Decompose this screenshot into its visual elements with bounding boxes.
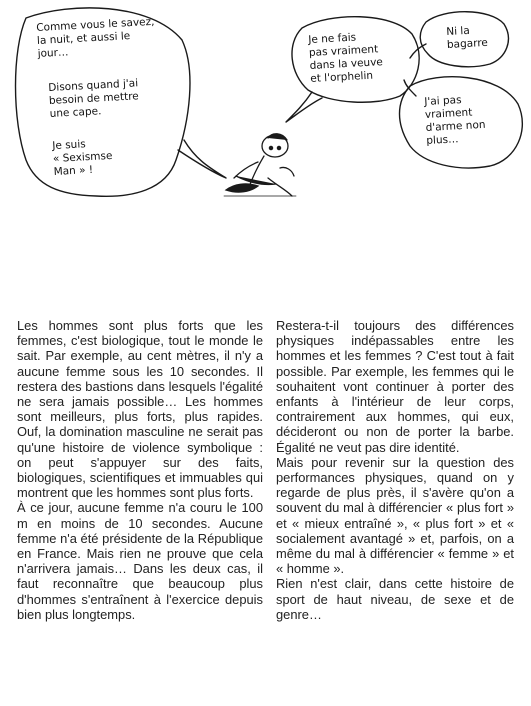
left-bubble-text-3: Je suis « Sexismse Man » ! (52, 138, 113, 178)
comic-panel (0, 0, 531, 290)
fallen-character-drawing (224, 134, 296, 196)
left-bubble-text-2: Disons quand j'ai besoin de mettre une cape. (48, 77, 140, 120)
left-paragraph-2: À ce jour, aucune femme n'a couru le 100 m en moins de 10 secondes. Aucune femme n'a été présidente de la République en France. Mais rien ne prouve que cela n'arrivera jamais… Dans les deux cas, il faut reconnaître que beaucoup plus d'hommes s'entraînent à l'exercice depuis bien plus longtemps. (17, 500, 263, 622)
right-paragraph-3: Rien n'est clair, dans cette histoire de sport de haut niveau, de sexe et de genre… (276, 576, 514, 622)
left-text-column (17, 318, 263, 622)
right-paragraph-1: Restera-t-il toujours des différences physiques indépassables entre les hommes et les femmes ? C'est tout à fait possible. Par exemple, les femmes qui le souhaitent vont continuer à porter des enfants à l'intérieur de leur corps, contrairement aux hommes, qui eux, décideront ou non de porter la barbe. Égalité ne veut pas dire identité. (276, 318, 514, 455)
right-paragraph-2: Mais pour revenir sur la question des performances physiques, quand on y regarde de plus près, il s'avère qu'on a souvent du mal à différencier « plus fort » et « mieux entraîné », « plus fort » et « socialement avantagé » et, parfois, on a même du mal à différencier « femme » et « homme ». (276, 454, 514, 577)
right-bubble-text-bottom: J'ai pas vraiment d'arme non plus… (424, 94, 486, 147)
right-text-column (276, 318, 514, 622)
right-bubble-text-main: Je ne fais pas vraiment dans la veuve et l'orphelin (308, 31, 384, 85)
left-paragraph-1: Les hommes sont plus forts que les femmes, c'est biologique, tout le monde le sait. Par exemple, au cent mètres, il n'y a aucune femme sous les 10 secondes. Il restera des bastions dans lesquels l'égalité ne sera jamais possible… Les hommes sont meilleurs, plus forts, plus rapides. Ouf, la domination masculine ne serait pas qu'une histoire de violence symbolique : on peut s'appuyer sur des faits, biologiques, scientifiques et immuables qui montrent que les hommes sont plus forts. (17, 318, 263, 501)
right-bubble-text-small: Ni la bagarre (446, 24, 489, 51)
left-bubble-text-1: Comme vous le savez, la nuit, et aussi le jour… (36, 15, 155, 60)
